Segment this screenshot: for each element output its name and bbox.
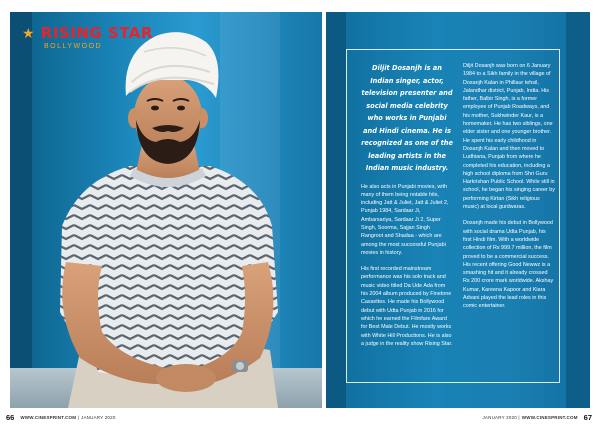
article-paragraph: He also acts in Punjabi movies, with many of them being notable hits, including Jatt & Juliet, Jatt & Juliet 2, Punjab 1984, Sardaar Ji, Ambarsariya, Sardaar Ji 2, Super Singh, Soorma, Sajjan Singh Rangroot and Shadaa - which are among the most successful Punjabi movies in history.	[361, 183, 449, 256]
page-number-right: 67	[583, 412, 592, 422]
logo-title	[22, 26, 153, 42]
footer-site-right: WWW.CINESPRINT.COM	[521, 414, 578, 420]
portrait-illustration	[10, 12, 322, 408]
footer-site-left: WWW.CINESPRINT.COM	[20, 414, 77, 420]
footer-left	[6, 412, 116, 422]
background-wall-panel-right	[566, 12, 590, 408]
footer-date-right: JANUARY 2020 |	[482, 414, 520, 420]
background-wall-panel-left	[326, 12, 346, 408]
article-paragraph: Diljit Dosanjh was born on 6 January 1984 to a Sikh family in the village of Dosanjh Kalan in Phillaur tehsil, Jalandhar district, Punjab, India. His father, Balbir Singh, is a former employee of Punjab Roadways, and his mother, Sukhwinder Kaur, is a homemaker. He has two siblings, one elder sister and one younger brother. He spent his early childhood in Dosanjh Kalan and then moved to Ludhiana, Punjab from where he completed his education, including a high school diploma from Shri Guru Harkrishan Public School. While still in school, he began his singing career by performing Kirtan (Sikh religious music) at local gurdwaras.	[463, 63, 555, 211]
article-text-frame	[346, 49, 560, 383]
right-page-article	[326, 12, 590, 408]
left-page-photo	[10, 12, 322, 408]
star-icon: ★	[22, 26, 36, 42]
article-column-left	[361, 62, 453, 356]
page-number-left: 66	[6, 412, 15, 422]
footer-right	[482, 412, 592, 422]
article-paragraph: Dosanjh made his debut in Bollywood with social drama Udta Punjab, his first Hindi film. With a worldwide collection of Rs 999.7 million, the film proved to be a commercial success. His recent offering Good Newwz is a smashing hit and it already crossed Rs 200 crore mark worldwide. Akshay Kumar, Kareena Kapoor and Kiara Advani played the lead roles in this comic entertainer.	[463, 220, 554, 310]
logo-rising-star-text: RISING STAR	[40, 24, 153, 42]
article-column-right	[463, 62, 555, 319]
footer-date-left: | JANUARY 2020	[78, 414, 116, 420]
rising-star-logo	[22, 26, 153, 51]
article-paragraph: His first recorded mainstream performance was his solo track and music video titled Da Ude Ada from his 2004 album produced by Finetone Cassettes. He made his Bollywood debut with Udta Punjab in 2016 for which he earned the Filmfare Award for Best Male Debut. He mostly works with White Hill Productions. He is also a judge in the reality show Rising Star.	[361, 266, 453, 347]
logo-bollywood-text: BOLLYWOOD	[44, 43, 103, 50]
article-intro: Diljit Dosanjh is an Indian singer, actor, television presenter and social media celebrity who works in Punjabi and Hindi cinema. He is recognized as one of the leading artists in the Indian music industry.	[361, 64, 453, 172]
